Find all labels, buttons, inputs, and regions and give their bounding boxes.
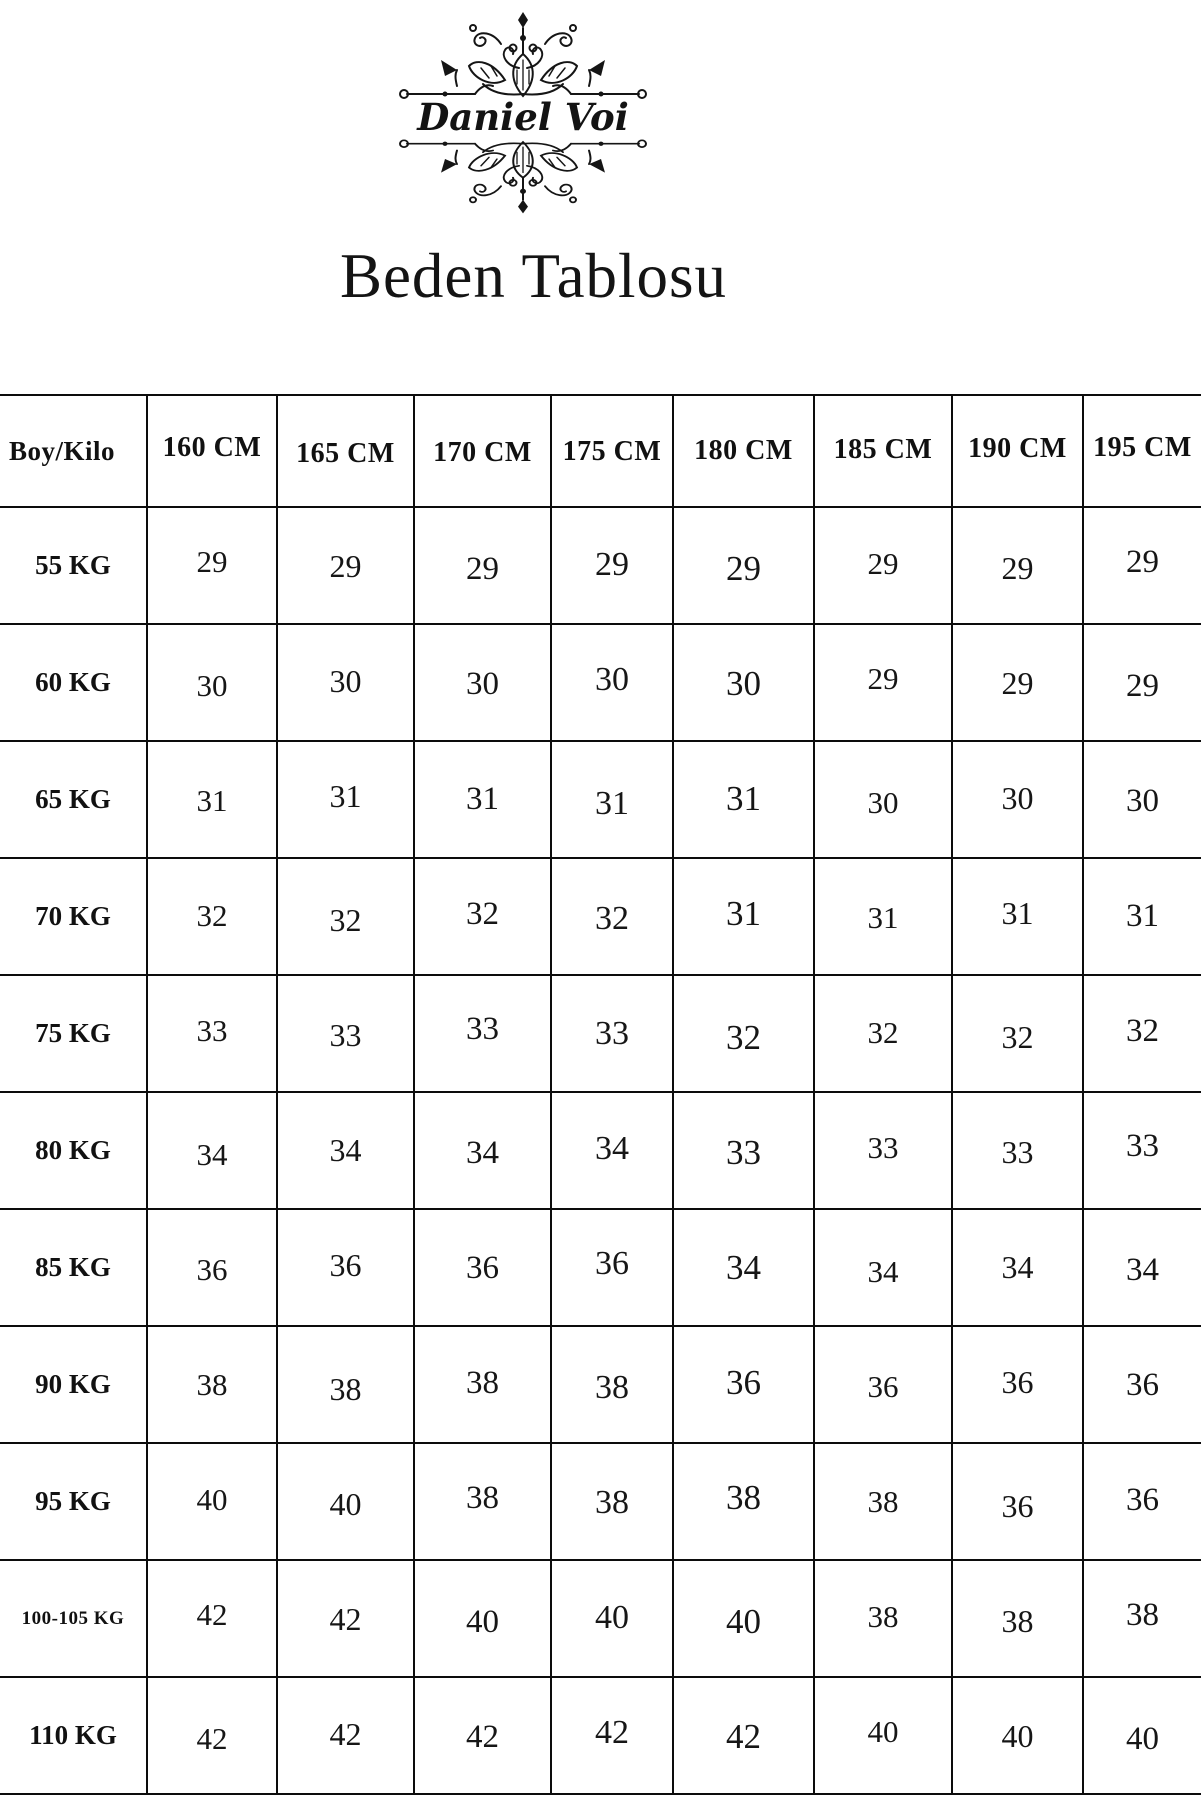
- column-header-190-cm: [952, 395, 1083, 507]
- size-value: 31: [726, 894, 761, 934]
- size-value-cell: [147, 1443, 277, 1560]
- size-value: 29: [867, 661, 899, 697]
- size-value: 38: [1001, 1602, 1034, 1639]
- row-label: 80 KG: [0, 1092, 147, 1209]
- row-label: 60 KG: [0, 624, 147, 741]
- size-value: 31: [1001, 894, 1034, 931]
- size-value: 40: [196, 1482, 228, 1518]
- size-table-head: [0, 395, 1201, 507]
- column-header-170-cm: [414, 395, 551, 507]
- size-value: 38: [867, 1484, 899, 1520]
- size-value-cell: [551, 741, 673, 858]
- size-value-cell: [277, 624, 414, 741]
- size-value: 34: [726, 1248, 761, 1288]
- table-row-65-kg: [0, 741, 1201, 858]
- size-value: 36: [1126, 1367, 1159, 1404]
- size-value: 40: [466, 1604, 499, 1641]
- size-value: 32: [466, 896, 499, 933]
- size-value: 32: [867, 1015, 899, 1051]
- row-label: 110 KG: [0, 1677, 147, 1794]
- size-value-cell: [952, 975, 1083, 1092]
- table-row-90-kg: [0, 1326, 1201, 1443]
- table-row-95-kg: [0, 1443, 1201, 1560]
- size-value-cell: [814, 975, 952, 1092]
- size-value: 31: [867, 900, 899, 936]
- size-value: 36: [1126, 1482, 1159, 1519]
- size-value: 40: [726, 1602, 761, 1642]
- size-value-cell: [952, 624, 1083, 741]
- size-value-cell: [952, 507, 1083, 624]
- size-value: 36: [726, 1363, 761, 1403]
- table-row-75-kg: [0, 975, 1201, 1092]
- size-value-cell: [277, 1443, 414, 1560]
- size-value: 34: [1001, 1248, 1034, 1285]
- crown-ornament-top: [400, 12, 646, 98]
- corner-header: [0, 395, 147, 507]
- size-value-cell: [147, 1326, 277, 1443]
- size-value: 34: [329, 1131, 362, 1168]
- size-value-cell: [277, 1677, 414, 1794]
- size-value-cell: [147, 624, 277, 741]
- size-value-cell: [814, 1209, 952, 1326]
- size-value: 36: [595, 1244, 629, 1282]
- brand-name: Daniel Voi: [416, 95, 629, 139]
- size-value: 33: [867, 1130, 899, 1166]
- column-header-185-cm: [814, 395, 952, 507]
- size-value: 42: [726, 1717, 761, 1757]
- size-value: 30: [329, 662, 362, 699]
- size-value: 32: [329, 901, 362, 938]
- size-value-cell: [673, 1443, 814, 1560]
- size-value-cell: [673, 507, 814, 624]
- size-value-cell: [814, 507, 952, 624]
- row-label: 55 KG: [0, 507, 147, 624]
- column-header-label: 190 CM: [968, 433, 1067, 465]
- corner-header-label: Boy/Kilo: [9, 435, 116, 466]
- size-value-cell: [551, 1092, 673, 1209]
- page-title: Beden Tablosu: [339, 241, 728, 311]
- size-value-cell: [551, 858, 673, 975]
- size-value-cell: [414, 975, 551, 1092]
- size-value: 32: [1001, 1018, 1034, 1055]
- size-value: 29: [867, 546, 899, 582]
- size-value-cell: [673, 624, 814, 741]
- size-value-cell: [414, 1209, 551, 1326]
- size-value: 38: [196, 1367, 228, 1403]
- size-value: 40: [595, 1598, 629, 1636]
- row-label: 100-105 KG: [0, 1560, 147, 1677]
- brand-header: [0, 0, 1201, 311]
- size-value-cell: [414, 741, 551, 858]
- size-value-cell: [952, 1209, 1083, 1326]
- header-row: [0, 395, 1201, 507]
- size-value-cell: [952, 1326, 1083, 1443]
- size-value: 30: [867, 785, 899, 821]
- size-value: 36: [867, 1369, 899, 1405]
- size-value-cell: [1083, 741, 1201, 858]
- size-value-cell: [551, 507, 673, 624]
- size-value: 29: [1126, 668, 1159, 705]
- table-row-80-kg: [0, 1092, 1201, 1209]
- size-value-cell: [673, 1326, 814, 1443]
- column-header-180-cm: [673, 395, 814, 507]
- size-value: 30: [595, 660, 629, 698]
- size-value: 36: [1001, 1487, 1034, 1524]
- size-value: 29: [726, 549, 761, 589]
- size-value: 33: [726, 1133, 761, 1173]
- size-value: 34: [867, 1254, 899, 1290]
- size-value: 38: [329, 1370, 362, 1407]
- size-value-cell: [551, 1209, 673, 1326]
- table-row-60-kg: [0, 624, 1201, 741]
- size-value: 30: [1001, 779, 1034, 816]
- size-value-cell: [147, 858, 277, 975]
- size-value-cell: [414, 1677, 551, 1794]
- size-value-cell: [551, 1326, 673, 1443]
- size-value: 33: [1001, 1133, 1034, 1170]
- column-header-label: 180 CM: [694, 435, 793, 467]
- size-value: 42: [466, 1719, 499, 1756]
- table-row-70-kg: [0, 858, 1201, 975]
- size-value: 38: [867, 1599, 899, 1635]
- size-value-cell: [147, 1560, 277, 1677]
- size-value-cell: [277, 858, 414, 975]
- size-value-cell: [673, 975, 814, 1092]
- size-value: 32: [1126, 1013, 1159, 1050]
- table-row-55-kg: [0, 507, 1201, 624]
- size-value-cell: [1083, 1560, 1201, 1677]
- size-value-cell: [814, 858, 952, 975]
- size-value: 29: [595, 545, 629, 583]
- size-value: 36: [1001, 1363, 1034, 1400]
- size-value-cell: [414, 1326, 551, 1443]
- size-value-cell: [551, 1560, 673, 1677]
- column-header-label: 160 CM: [162, 432, 262, 464]
- size-value: 30: [466, 666, 499, 703]
- size-value: 34: [1126, 1252, 1159, 1289]
- size-value: 30: [726, 664, 761, 704]
- size-value: 34: [466, 1135, 499, 1172]
- size-value: 42: [196, 1721, 228, 1757]
- brand-ornament: [393, 8, 653, 214]
- size-value: 42: [329, 1715, 362, 1752]
- column-header-175-cm: [551, 395, 673, 507]
- row-label: 85 KG: [0, 1209, 147, 1326]
- size-value: 29: [196, 544, 228, 580]
- size-value: 33: [196, 1013, 228, 1049]
- size-value-cell: [147, 507, 277, 624]
- size-value-cell: [1083, 858, 1201, 975]
- size-value: 33: [1126, 1128, 1159, 1165]
- size-value-cell: [1083, 975, 1201, 1092]
- size-value-cell: [673, 858, 814, 975]
- size-value: 31: [595, 784, 629, 822]
- size-value-cell: [1083, 1443, 1201, 1560]
- size-value-cell: [814, 1326, 952, 1443]
- size-value: 36: [329, 1246, 362, 1283]
- size-value-cell: [414, 1560, 551, 1677]
- size-value-cell: [673, 1560, 814, 1677]
- size-value-cell: [1083, 1326, 1201, 1443]
- size-value: 38: [595, 1483, 629, 1521]
- size-value: 38: [466, 1365, 499, 1402]
- size-value-cell: [414, 858, 551, 975]
- size-value: 38: [466, 1480, 499, 1517]
- size-value: 32: [595, 899, 629, 937]
- size-value-cell: [277, 507, 414, 624]
- size-value: 40: [1001, 1717, 1034, 1754]
- row-label: 90 KG: [0, 1326, 147, 1443]
- size-value-cell: [814, 1677, 952, 1794]
- column-header-160-cm: [147, 395, 277, 507]
- size-value: 38: [595, 1368, 629, 1406]
- table-row-85-kg: [0, 1209, 1201, 1326]
- size-value: 31: [1126, 898, 1159, 935]
- size-value-cell: [952, 1092, 1083, 1209]
- size-value-cell: [551, 624, 673, 741]
- size-value-cell: [673, 741, 814, 858]
- size-value-cell: [414, 507, 551, 624]
- size-value: 33: [466, 1011, 499, 1048]
- size-value-cell: [414, 1092, 551, 1209]
- column-header-label: 175 CM: [562, 436, 662, 468]
- size-value: 40: [1126, 1721, 1159, 1758]
- table-row-110-kg: [0, 1677, 1201, 1794]
- size-value-cell: [147, 1092, 277, 1209]
- brand-logo: [393, 8, 653, 214]
- size-value: 34: [196, 1137, 228, 1173]
- size-value-cell: [277, 741, 414, 858]
- table-row-100-105-kg: [0, 1560, 1201, 1677]
- size-value: 38: [726, 1478, 761, 1518]
- column-header-label: 170 CM: [433, 437, 532, 469]
- size-value-cell: [277, 1209, 414, 1326]
- size-value: 40: [867, 1714, 899, 1750]
- size-value-cell: [277, 1326, 414, 1443]
- size-value: 29: [1001, 549, 1034, 586]
- size-value-cell: [952, 1560, 1083, 1677]
- size-value-cell: [551, 975, 673, 1092]
- row-label: 70 KG: [0, 858, 147, 975]
- size-value-cell: [814, 624, 952, 741]
- size-value: 34: [595, 1129, 629, 1167]
- size-value: 38: [1126, 1597, 1159, 1634]
- column-header-label: 165 CM: [296, 438, 395, 470]
- size-value: 29: [329, 547, 362, 584]
- size-value-cell: [551, 1443, 673, 1560]
- size-value: 33: [329, 1016, 362, 1053]
- size-value-cell: [1083, 1209, 1201, 1326]
- size-value: 29: [1126, 544, 1159, 581]
- size-value: 32: [196, 898, 228, 934]
- size-value-cell: [673, 1092, 814, 1209]
- size-table: [0, 394, 1201, 1795]
- size-value-cell: [147, 1209, 277, 1326]
- size-value-cell: [1083, 1677, 1201, 1794]
- size-value-cell: [952, 741, 1083, 858]
- size-value-cell: [414, 624, 551, 741]
- size-value-cell: [277, 1560, 414, 1677]
- column-header-165-cm: [277, 395, 414, 507]
- size-value: 29: [1001, 664, 1034, 701]
- size-value-cell: [147, 741, 277, 858]
- size-value: 42: [196, 1597, 228, 1633]
- size-value: 31: [726, 779, 761, 819]
- size-value-cell: [277, 975, 414, 1092]
- size-value-cell: [147, 975, 277, 1092]
- size-value: 36: [196, 1252, 228, 1288]
- size-value-cell: [952, 858, 1083, 975]
- size-value-cell: [952, 1677, 1083, 1794]
- size-value-cell: [1083, 1092, 1201, 1209]
- row-label: 95 KG: [0, 1443, 147, 1560]
- size-value: 31: [466, 781, 499, 818]
- size-value: 36: [466, 1250, 499, 1287]
- size-value: 32: [726, 1018, 761, 1058]
- size-value: 31: [196, 783, 228, 819]
- row-label: 75 KG: [0, 975, 147, 1092]
- size-value-cell: [673, 1677, 814, 1794]
- size-value-cell: [1083, 507, 1201, 624]
- size-value-cell: [1083, 624, 1201, 741]
- column-header-195-cm: [1083, 395, 1201, 507]
- size-value: 30: [1126, 783, 1159, 820]
- column-header-label: 195 CM: [1093, 432, 1192, 464]
- size-table-body: [0, 507, 1201, 1794]
- column-header-label: 185 CM: [833, 434, 933, 466]
- size-value-cell: [673, 1209, 814, 1326]
- size-value: 30: [196, 668, 228, 704]
- size-value-cell: [814, 1560, 952, 1677]
- size-value: 42: [595, 1713, 629, 1751]
- size-value-cell: [147, 1677, 277, 1794]
- crown-ornament-bottom: [400, 140, 646, 213]
- size-value-cell: [277, 1092, 414, 1209]
- size-value: 40: [329, 1485, 362, 1522]
- size-value-cell: [814, 741, 952, 858]
- size-value-cell: [814, 1443, 952, 1560]
- size-value-cell: [414, 1443, 551, 1560]
- size-value: 33: [595, 1014, 629, 1052]
- size-value: 29: [466, 551, 499, 588]
- size-value: 42: [329, 1600, 362, 1637]
- size-value-cell: [952, 1443, 1083, 1560]
- size-value: 31: [329, 777, 362, 814]
- size-value-cell: [814, 1092, 952, 1209]
- row-label: 65 KG: [0, 741, 147, 858]
- size-value-cell: [551, 1677, 673, 1794]
